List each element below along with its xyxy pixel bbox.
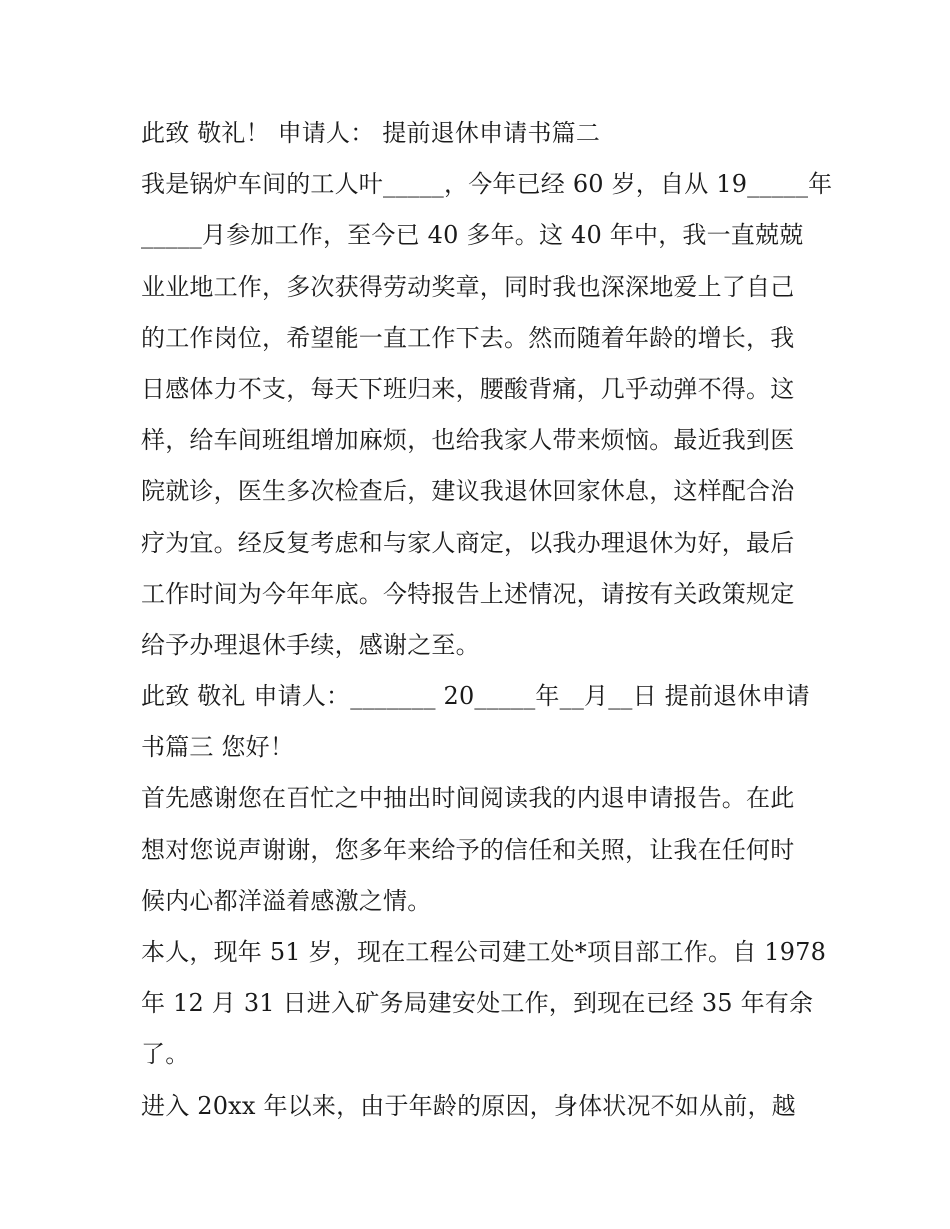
text-line: 年 12 月 31 日进入矿务局建安处工作，到现在已经 35 年有余 [141, 989, 814, 1018]
text-line: 此致 敬礼 申请人：_______ 20_____年__月__日 提前退休申请 [141, 682, 810, 711]
text-line: 首先感谢您在百忙之中抽出时间阅读我的内退申请报告。在此 [141, 784, 795, 813]
text-line: 了。 [141, 1040, 190, 1069]
text-line: 候内心都洋溢着感激之情。 [141, 886, 432, 915]
text-line: 的工作岗位，希望能一直工作下去。然而随着年龄的增长，我 [141, 323, 795, 352]
text-line: 日感体力不支，每天下班归来，腰酸背痛，几乎动弹不得。这 [141, 374, 795, 403]
text-line: 我是锅炉车间的工人叶_____，今年已经 60 岁，自从 19_____年 [141, 170, 833, 199]
text-line: 疗为宜。经反复考虑和与家人商定，以我办理退休为好，最后 [141, 528, 795, 557]
text-line: 此致 敬礼！ 申请人： 提前退休申请书篇二 [141, 119, 601, 147]
document-body [141, 108, 833, 1132]
text-line: 业业地工作，多次获得劳动奖章，同时我也深深地爱上了自己 [141, 272, 795, 301]
text-line: 工作时间为今年年底。今特报告上述情况，请按有关政策规定 [141, 579, 795, 608]
text-line: 书篇三 您好！ [141, 733, 295, 762]
text-line: 给予办理退休手续，感谢之至。 [141, 630, 480, 659]
text-line: 样，给车间班组增加麻烦，也给我家人带来烦恼。最近我到医 [141, 426, 795, 455]
text-line: 想对您说声谢谢，您多年来给予的信任和关照，让我在任何时 [141, 835, 795, 864]
text-line: 院就诊，医生多次检查后，建议我退休回家休息，这样配合治 [141, 477, 795, 506]
text-line: 本人，现年 51 岁，现在工程公司建工处*项目部工作。自 1978 [141, 938, 827, 966]
text-line: _____月参加工作，至今已 40 多年。这 40 年中，我一直兢兢 [141, 221, 804, 250]
text-line: 进入 20xx 年以来，由于年龄的原因，身体状况不如从前，越 [141, 1091, 796, 1120]
